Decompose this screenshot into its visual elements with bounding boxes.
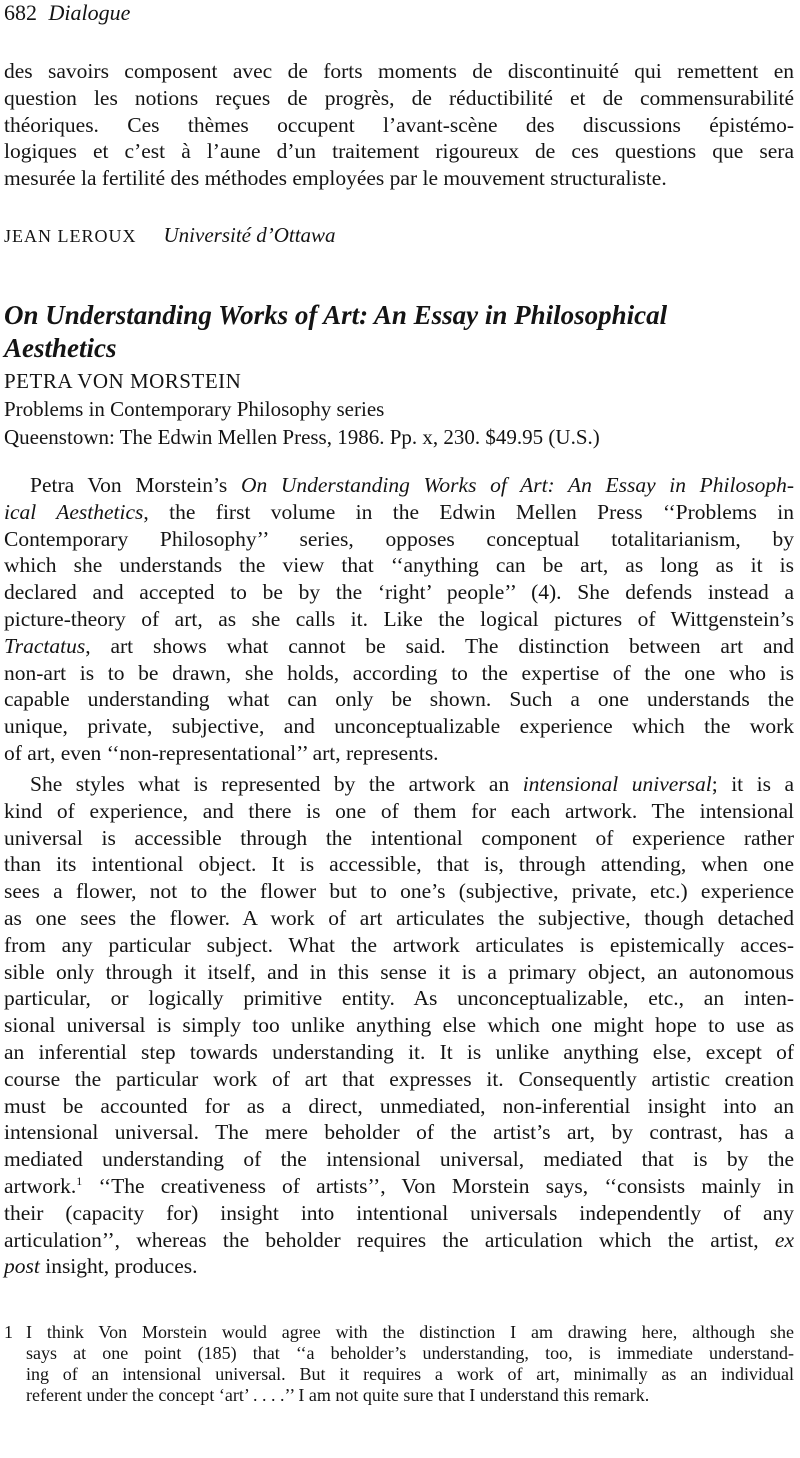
- text-line: [4, 552, 794, 579]
- text-run: Petra Von Morstein’s: [30, 473, 241, 497]
- text-run: must be accounted for as a direct, unmediated, non-inferential insight into an: [4, 1093, 794, 1118]
- text-run: insight, produces.: [39, 1254, 198, 1279]
- text-run: , art shows what cannot be said. The distinction between art and: [85, 633, 794, 658]
- text-line: mesurée la fertilité des méthodes employées par le mouvement structuraliste.: [4, 166, 667, 191]
- review-paragraph-1: [4, 472, 794, 767]
- text-line: [4, 1012, 794, 1039]
- running-header: [4, 0, 130, 26]
- text-line: referent under the concept ‘art’ . . . .’’ I am not quite sure that I understand this remark.: [26, 1385, 650, 1405]
- text-line: [4, 660, 794, 687]
- reviewer-affiliation: Université d’Ottawa: [163, 223, 336, 247]
- footnote-number: 1: [4, 1322, 13, 1342]
- text-run: sees a flower, not to the flower but to one’s (subjective, private, etc.) experience: [4, 879, 794, 904]
- text-run: sional universal is simply too unlike anything else which one might hope to use as: [4, 1013, 794, 1038]
- text-run: unique, private, subjective, and unconceptualizable experience which the work: [4, 714, 794, 739]
- text-run: ‘‘The creativeness of artists’’, Von Morstein says, ‘‘consists mainly in: [82, 1173, 794, 1198]
- journal-title: Dialogue: [48, 0, 131, 25]
- text-line: [4, 740, 794, 767]
- text-line: [4, 686, 794, 713]
- text-run: from any particular subject. What the artwork articulates is epistemically acces-: [4, 932, 794, 957]
- book-title-line: Aesthetics: [4, 333, 117, 363]
- footnote: [4, 1322, 794, 1406]
- text-run: course the particular work of art that expresses it. Consequently artistic creation: [4, 1066, 794, 1091]
- footnote-text: [26, 1322, 794, 1406]
- text-run: declared and accepted to be by the ‘right’ people’’ (4). She defends instead a: [4, 580, 794, 605]
- reviewer-signature: [4, 222, 336, 249]
- text-line: [4, 1200, 794, 1227]
- book-title: [4, 299, 794, 365]
- text-line: [4, 606, 794, 633]
- text-run: , the first volume in the Edwin Mellen Press ‘‘Problems in: [143, 499, 794, 524]
- text-line: [4, 579, 794, 606]
- text-run: of art, even ‘‘non-representational’’ art, represents.: [4, 740, 439, 765]
- text-line: [4, 1093, 794, 1120]
- italic-text: ex: [774, 1227, 794, 1252]
- text-run: articulation’’, whereas the beholder requires the articulation which the artist,: [4, 1227, 775, 1252]
- text-run: which she understands the view that ‘‘anything can be art, as long as it is: [4, 553, 794, 578]
- text-line: [4, 905, 794, 932]
- text-run: sible only through it itself, and in this sense it is a primary object, an autonomous: [4, 959, 794, 984]
- book-series: Problems in Contemporary Philosophy series: [4, 397, 385, 421]
- text-run: capable understanding what can only be shown. Such a one understands the: [4, 687, 794, 712]
- text-line: [4, 878, 794, 905]
- text-line: [4, 1066, 794, 1093]
- text-run: universal is accessible through the intentional component of experience rather: [4, 825, 794, 850]
- text-run: mediated understanding of the intensional universal, mediated that is by the: [4, 1147, 794, 1172]
- text-line: [4, 1119, 794, 1146]
- text-line: [4, 526, 794, 553]
- text-line: [4, 472, 794, 499]
- text-run: She styles what is represented by the artwork an: [30, 772, 523, 796]
- italic-text: post: [4, 1254, 40, 1279]
- text-line: théoriques. Ces thèmes occupent l’avant-scène des discussions épistémo-: [4, 112, 794, 137]
- text-run: non-art is to be drawn, she holds, according to the expertise of the one who is: [4, 660, 794, 685]
- text-run: artwork.: [4, 1173, 77, 1198]
- text-run: particular, or logically primitive entity. As unconceptualizable, etc., an inten-: [4, 986, 794, 1011]
- italic-text: intensional universal: [522, 772, 712, 796]
- text-run: intensional universal. The mere beholder of the artist’s art, by contrast, has a: [4, 1120, 794, 1145]
- review-paragraph-2: [4, 771, 794, 1280]
- italic-text: Tractatus: [4, 633, 86, 658]
- reviewer-name: JEAN LEROUX: [4, 226, 137, 246]
- text-run: picture-theory of art, as she calls it. Like the logical pictures of Wittgenstein’s: [4, 606, 794, 631]
- italic-text: ical Aesthetics: [4, 499, 144, 524]
- text-line: [4, 798, 794, 825]
- text-run: ; it is a: [711, 772, 794, 796]
- text-line: [4, 1253, 794, 1280]
- text-run: Contemporary Philosophy’’ series, opposes conceptual totalitarianism, by: [4, 526, 794, 551]
- italic-text: On Understanding Works of Art: An Essay in Philosoph-: [240, 473, 794, 497]
- text-run: an inferential step towards understanding it. It is unlike anything else, except of: [4, 1039, 794, 1064]
- text-line: [4, 932, 794, 959]
- text-line: [4, 771, 794, 798]
- text-line: [4, 1146, 794, 1173]
- text-line: [4, 499, 794, 526]
- text-line: [4, 633, 794, 660]
- text-line: des savoirs composent avec de forts moments de discontinuité qui remettent en: [4, 59, 794, 83]
- text-line: [4, 825, 794, 852]
- book-author: PETRA VON MORSTEIN: [4, 369, 242, 393]
- text-line: [4, 713, 794, 740]
- text-run: as one sees the flower. A work of art articulates the subjective, though detached: [4, 905, 794, 930]
- text-line: says at one point (185) that ‘‘a beholder’s understanding, too, is immediate understand-: [26, 1343, 794, 1363]
- text-line: logiques et c’est à l’aune d’un traitement rigoureux de ces questions que sera: [4, 139, 794, 164]
- text-line: question les notions reçues de progrès, de réductibilité et de commensurabilité: [4, 85, 794, 110]
- publication-details: Queenstown: The Edwin Mellen Press, 1986. Pp. x, 230. $49.95 (U.S.): [4, 425, 600, 449]
- text-run: their (capacity for) insight into intentional universals independently of any: [4, 1200, 794, 1225]
- text-line: ing of an intensional universal. But it requires a work of art, minimally as an individual: [26, 1364, 794, 1384]
- text-line: [4, 1227, 794, 1254]
- footnote-marker: 1: [76, 1173, 83, 1188]
- text-line: I think Von Morstein would agree with the distinction I am drawing here, although she: [26, 1322, 794, 1342]
- text-line: [4, 1173, 794, 1200]
- book-title-line: On Understanding Works of Art: An Essay in Philosophical: [4, 300, 668, 330]
- text-line: [4, 1039, 794, 1066]
- text-line: [4, 851, 794, 878]
- text-run: kind of experience, and there is one of them for each artwork. The intensional: [4, 798, 794, 823]
- previous-review-closing-paragraph: [4, 58, 794, 192]
- page-number: 682: [4, 0, 37, 25]
- text-line: [4, 985, 794, 1012]
- text-line: [4, 959, 794, 986]
- text-run: than its intentional object. It is accessible, that is, through attending, when one: [4, 852, 794, 877]
